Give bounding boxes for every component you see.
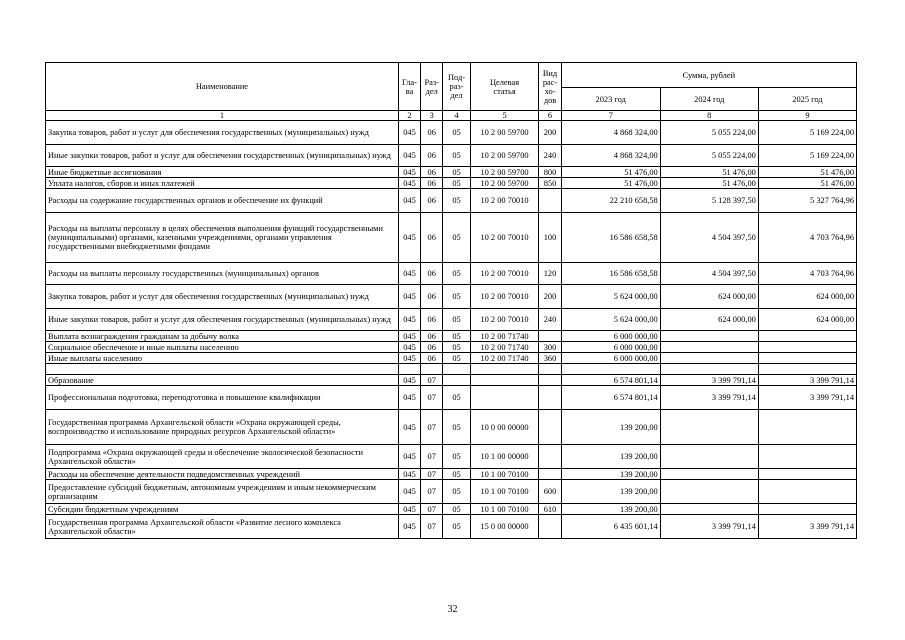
header-sum: Сумма, рублей [561,63,856,88]
row-chapter: 045 [398,480,420,504]
row-chapter: 045 [398,213,420,263]
row-subsection: 05 [443,515,470,539]
row-expense-type: 300 [539,342,561,353]
row-sum-2023: 16 586 658,58 [561,263,660,285]
row-sum-2025 [758,353,856,364]
row-section: 07 [421,375,443,386]
row-chapter: 045 [398,285,420,309]
row-subsection: 05 [443,410,470,445]
row-sum-2023: 139 200,00 [561,469,660,480]
row-chapter: 045 [398,189,420,213]
row-sum-2025: 5 327 764,96 [758,189,856,213]
row-target: 10 2 00 70010 [470,309,539,331]
row-sum-2023 [561,364,660,375]
column-index: 1 [46,111,399,121]
column-index: 6 [539,111,561,121]
row-subsection: 05 [443,342,470,353]
row-subsection: 05 [443,121,470,145]
row-sum-2024 [660,331,758,342]
row-expense-type: 100 [539,213,561,263]
row-sum-2023: 4 868 324,00 [561,121,660,145]
row-subsection: 05 [443,285,470,309]
column-index: 4 [443,111,470,121]
row-subsection: 05 [443,167,470,178]
table-row [46,145,857,167]
row-sum-2024 [660,469,758,480]
row-sum-2025: 4 703 764,96 [758,263,856,285]
row-expense-type: 200 [539,121,561,145]
page-number: 32 [447,604,458,615]
row-expense-type: 360 [539,353,561,364]
row-sum-2024: 624 000,00 [660,309,758,331]
row-target [470,375,539,386]
row-sum-2024: 4 504 397,50 [660,213,758,263]
row-sum-2023: 51 476,00 [561,167,660,178]
row-target: 10 2 00 71740 [470,331,539,342]
row-target: 15 0 00 00000 [470,515,539,539]
row-sum-2023: 5 624 000,00 [561,285,660,309]
row-sum-2025 [758,480,856,504]
row-chapter: 045 [398,342,420,353]
row-target: 10 2 00 59700 [470,178,539,189]
row-sum-2025: 624 000,00 [758,285,856,309]
table-row [46,410,857,445]
row-expense-type [539,515,561,539]
table-row [46,285,857,309]
row-section: 06 [421,145,443,167]
table-row [46,504,857,515]
row-sum-2025 [758,364,856,375]
row-name: Образование [46,375,399,386]
row-section: 07 [421,445,443,469]
row-sum-2023: 5 624 000,00 [561,309,660,331]
row-subsection: 05 [443,189,470,213]
row-chapter: 045 [398,167,420,178]
column-index: 8 [660,111,758,121]
row-expense-type [539,331,561,342]
row-sum-2024 [660,504,758,515]
row-subsection: 05 [443,480,470,504]
row-name: Предоставление субсидий бюджетным, автономным учреждениям и иным некоммерческим организациям [46,480,399,504]
row-target: 10 1 00 70100 [470,504,539,515]
row-target: 10 2 00 70010 [470,189,539,213]
row-expense-type [539,410,561,445]
row-expense-type: 800 [539,167,561,178]
row-expense-type [539,375,561,386]
row-sum-2024 [660,364,758,375]
row-name: Профессиональная подготовка, переподготовка и повышение квалификации [46,386,399,410]
row-sum-2024: 3 399 791,14 [660,386,758,410]
column-index: 7 [561,111,660,121]
row-sum-2024: 624 000,00 [660,285,758,309]
table-row [46,263,857,285]
row-sum-2025 [758,504,856,515]
table-row [46,469,857,480]
row-subsection: 05 [443,145,470,167]
table-row [46,445,857,469]
row-sum-2025: 5 169 224,00 [758,121,856,145]
header-year-2025: 2025 год [758,88,856,111]
row-expense-type [539,445,561,469]
row-sum-2024: 5 128 397,50 [660,189,758,213]
row-sum-2023: 6 574 801,14 [561,375,660,386]
row-sum-2023: 6 000 000,00 [561,342,660,353]
row-sum-2024 [660,342,758,353]
row-chapter: 045 [398,375,420,386]
row-sum-2025: 3 399 791,14 [758,375,856,386]
header-year-2023: 2023 год [561,88,660,111]
row-sum-2023: 6 435 601,14 [561,515,660,539]
row-sum-2023: 139 200,00 [561,480,660,504]
row-target: 10 2 00 70010 [470,263,539,285]
row-expense-type: 610 [539,504,561,515]
row-expense-type: 120 [539,263,561,285]
row-sum-2025 [758,445,856,469]
row-target: 10 2 00 70010 [470,213,539,263]
row-target: 10 2 00 59700 [470,121,539,145]
row-chapter: 045 [398,121,420,145]
row-expense-type: 240 [539,309,561,331]
row-sum-2025 [758,342,856,353]
row-sum-2024 [660,445,758,469]
row-section: 07 [421,515,443,539]
row-sum-2024: 3 399 791,14 [660,375,758,386]
row-chapter: 045 [398,504,420,515]
row-sum-2024: 51 476,00 [660,178,758,189]
row-name: Иные бюджетные ассигнования [46,167,399,178]
row-sum-2024: 4 504 397,50 [660,263,758,285]
row-section: 07 [421,386,443,410]
row-target [470,386,539,410]
row-expense-type [539,469,561,480]
row-chapter: 045 [398,353,420,364]
row-sum-2024 [660,410,758,445]
row-sum-2023: 51 476,00 [561,178,660,189]
row-sum-2024: 51 476,00 [660,167,758,178]
column-index-row [46,111,857,121]
row-sum-2023: 22 210 658,58 [561,189,660,213]
row-chapter: 045 [398,263,420,285]
row-expense-type: 240 [539,145,561,167]
row-target: 10 2 00 59700 [470,167,539,178]
table-row [46,178,857,189]
row-section: 06 [421,213,443,263]
row-name: Иные выплаты населению [46,353,399,364]
header-name: Наименование [46,63,399,111]
budget-table [45,62,857,539]
row-chapter: 045 [398,145,420,167]
row-section: 06 [421,121,443,145]
row-subsection: 05 [443,178,470,189]
row-subsection: 05 [443,263,470,285]
table-row [46,480,857,504]
row-section: 07 [421,504,443,515]
row-target: 10 1 00 70100 [470,469,539,480]
row-section [421,364,443,375]
row-chapter: 045 [398,469,420,480]
row-chapter: 045 [398,309,420,331]
row-sum-2025: 4 703 764,96 [758,213,856,263]
table-row [46,515,857,539]
row-sum-2024 [660,480,758,504]
row-sum-2023: 6 574 801,14 [561,386,660,410]
row-sum-2023: 139 200,00 [561,504,660,515]
table-row [46,342,857,353]
table-row [46,309,857,331]
row-subsection: 05 [443,504,470,515]
row-name: Расходы на содержание государственных органов и обеспечение их функций [46,189,399,213]
table-row [46,189,857,213]
row-sum-2025: 624 000,00 [758,309,856,331]
row-section: 07 [421,480,443,504]
row-name: Государственная программа Архангельской области «Развитие лесного комплекса Архангельской области» [46,515,399,539]
row-name: Расходы на выплаты персоналу в целях обеспечения выполнения функций государственными (муниципальными) органами, казенными учреждениями, органами управления государственными внебюджетными фондами [46,213,399,263]
row-sum-2024: 5 055 224,00 [660,121,758,145]
row-sum-2025: 5 169 224,00 [758,145,856,167]
row-target: 10 2 00 70010 [470,285,539,309]
header-year-2024: 2024 год [660,88,758,111]
row-chapter: 045 [398,445,420,469]
row-section: 06 [421,342,443,353]
table-body [46,121,857,539]
row-expense-type [539,386,561,410]
column-index: 5 [470,111,539,121]
row-chapter: 045 [398,410,420,445]
row-sum-2025: 3 399 791,14 [758,386,856,410]
row-subsection: 05 [443,469,470,480]
column-index: 9 [758,111,856,121]
row-chapter: 045 [398,331,420,342]
row-target: 10 1 00 00000 [470,445,539,469]
row-subsection: 05 [443,213,470,263]
row-expense-type: 200 [539,285,561,309]
row-name: Уплата налогов, сборов и иных платежей [46,178,399,189]
row-subsection: 05 [443,309,470,331]
row-sum-2023: 4 868 324,00 [561,145,660,167]
row-name: Субсидии бюджетным учреждениям [46,504,399,515]
row-sum-2025: 3 399 791,14 [758,515,856,539]
row-sum-2023: 6 000 000,00 [561,353,660,364]
row-section: 06 [421,178,443,189]
row-target: 10 1 00 70100 [470,480,539,504]
row-section: 07 [421,410,443,445]
row-target: 10 2 00 59700 [470,145,539,167]
row-name: Подпрограмма «Охрана окружающей среды и обеспечение экологической безопасности Архангельской области» [46,445,399,469]
row-chapter: 045 [398,178,420,189]
row-sum-2023: 16 586 658,58 [561,213,660,263]
row-subsection [443,375,470,386]
row-name: Государственная программа Архангельской области «Охрана окружающей среды, воспроизводство и использование природных ресурсов Архангельской области» [46,410,399,445]
row-name: Социальное обеспечение и иные выплаты населению [46,342,399,353]
row-sum-2023: 139 200,00 [561,410,660,445]
row-sum-2025 [758,331,856,342]
table-row [46,213,857,263]
header-chapter: Гла- ва [398,63,420,111]
table-row [46,167,857,178]
row-chapter: 045 [398,515,420,539]
row-section: 06 [421,285,443,309]
row-subsection: 05 [443,353,470,364]
row-target: 10 2 00 71740 [470,342,539,353]
row-subsection: 05 [443,386,470,410]
row-section: 06 [421,189,443,213]
row-subsection: 05 [443,445,470,469]
header-section: Раз- дел [421,63,443,111]
header-subsection: Под- раз- дел [443,63,470,111]
column-index: 3 [421,111,443,121]
row-name: Закупка товаров, работ и услуг для обеспечения государственных (муниципальных) нужд [46,121,399,145]
row-sum-2023: 139 200,00 [561,445,660,469]
row-expense-type: 600 [539,480,561,504]
row-sum-2024: 5 055 224,00 [660,145,758,167]
table-row [46,364,857,375]
header-target: Целевая статья [470,63,539,111]
row-name: Иные закупки товаров, работ и услуг для обеспечения государственных (муниципальных) нужд [46,145,399,167]
row-sum-2025 [758,410,856,445]
row-name: Иные закупки товаров, работ и услуг для обеспечения государственных (муниципальных) нужд [46,309,399,331]
row-sum-2025: 51 476,00 [758,178,856,189]
row-target [470,364,539,375]
row-section: 06 [421,263,443,285]
table-row [46,331,857,342]
row-name [46,364,399,375]
table-row [46,353,857,364]
row-name: Выплата вознаграждения гражданам за добычу волка [46,331,399,342]
row-sum-2024 [660,353,758,364]
column-index: 2 [398,111,420,121]
row-sum-2025: 51 476,00 [758,167,856,178]
row-name: Расходы на обеспечение деятельности подведомственных учреждений [46,469,399,480]
row-expense-type [539,364,561,375]
table-row [46,375,857,386]
row-sum-2025 [758,469,856,480]
row-subsection [443,364,470,375]
row-section: 06 [421,331,443,342]
row-expense-type: 850 [539,178,561,189]
row-chapter: 045 [398,386,420,410]
row-section: 06 [421,353,443,364]
row-sum-2024: 3 399 791,14 [660,515,758,539]
row-name: Закупка товаров, работ и услуг для обеспечения государственных (муниципальных) нужд [46,285,399,309]
header-expense-type: Вид рас- хо- дов [539,63,561,111]
row-target: 10 0 00 00000 [470,410,539,445]
row-sum-2023: 6 000 000,00 [561,331,660,342]
row-section: 06 [421,309,443,331]
table-row [46,121,857,145]
table-row [46,386,857,410]
row-target: 10 2 00 71740 [470,353,539,364]
row-section: 06 [421,167,443,178]
row-name: Расходы на выплаты персоналу государственных (муниципальных) органов [46,263,399,285]
row-expense-type [539,189,561,213]
row-chapter [398,364,420,375]
row-section: 07 [421,469,443,480]
row-subsection: 05 [443,331,470,342]
